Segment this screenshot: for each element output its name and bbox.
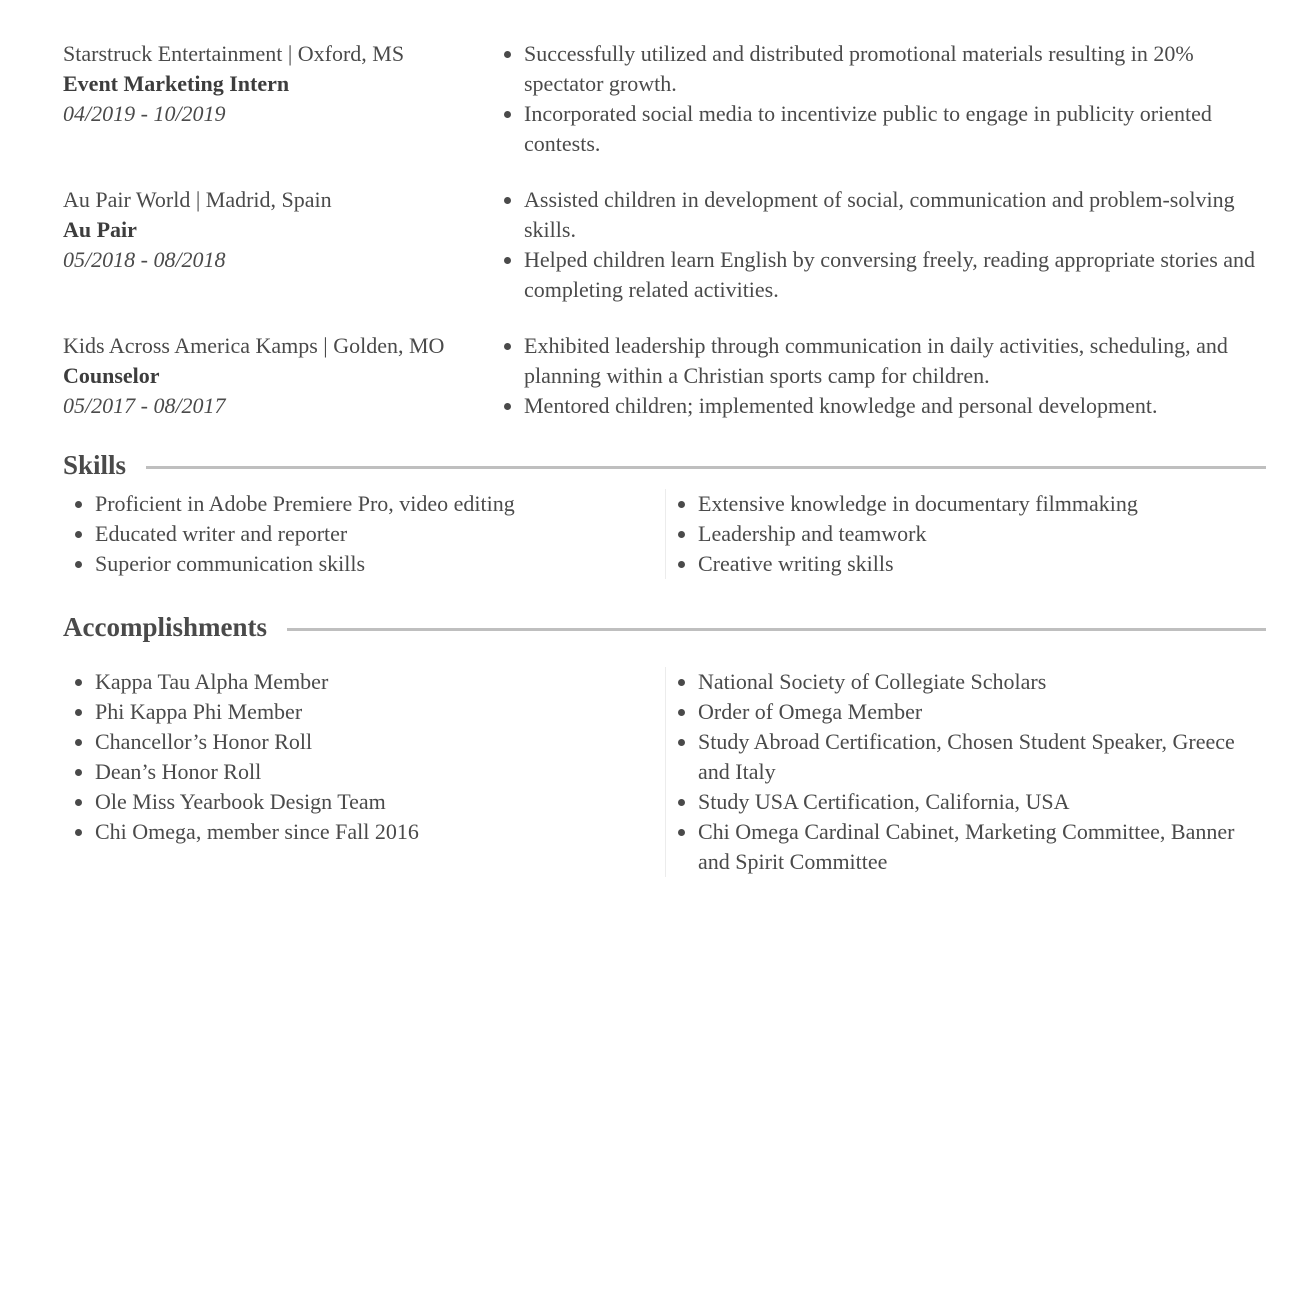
- job-dates: 04/2019 - 10/2019: [63, 101, 226, 126]
- job-dates: 05/2017 - 08/2017: [63, 393, 226, 418]
- section-divider: [287, 628, 1266, 631]
- accomplishment-item: Kappa Tau Alpha Member: [71, 667, 665, 697]
- job-title: Counselor: [63, 363, 160, 388]
- accomplishment-item: Ole Miss Yearbook Design Team: [71, 787, 665, 817]
- job-bullet: Assisted children in development of social, communication and problem-solving skills.: [500, 185, 1266, 245]
- skill-item: Extensive knowledge in documentary filmmaking: [674, 489, 1266, 519]
- job-title: Au Pair: [63, 217, 137, 242]
- job-company-line: Au Pair World | Madrid, Spain: [63, 187, 332, 212]
- job-bullet: Successfully utilized and distributed promotional materials resulting in 20% spectator growth.: [500, 39, 1266, 99]
- job-title: Event Marketing Intern: [63, 71, 290, 96]
- job-bullet: Helped children learn English by conversing freely, reading appropriate stories and completing related activities.: [500, 245, 1266, 305]
- job-bullet: Mentored children; implemented knowledge and personal development.: [500, 391, 1266, 421]
- accomplishment-item: Chi Omega Cardinal Cabinet, Marketing Committee, Banner and Spirit Committee: [674, 817, 1266, 877]
- skill-item: Superior communication skills: [71, 549, 665, 579]
- skills-header: [63, 447, 1266, 483]
- accomplishments-header: [63, 609, 1266, 645]
- experience-entry-kids-across-america: [63, 331, 1266, 421]
- job-bullet: Incorporated social media to incentivize public to engage in publicity oriented contests.: [500, 99, 1266, 159]
- section-title-skills: Skills: [63, 450, 127, 480]
- skill-item: Educated writer and reporter: [71, 519, 665, 549]
- accomplishments-section: [63, 609, 1266, 877]
- skill-item: Leadership and teamwork: [674, 519, 1266, 549]
- accomplishment-item: National Society of Collegiate Scholars: [674, 667, 1266, 697]
- section-title-accomplishments: Accomplishments: [63, 612, 267, 642]
- skills-section: [63, 447, 1266, 579]
- job-company-line: Starstruck Entertainment | Oxford, MS: [63, 41, 405, 66]
- accomplishment-item: Chi Omega, member since Fall 2016: [71, 817, 665, 847]
- job-dates: 05/2018 - 08/2018: [63, 247, 226, 272]
- experience-entry-starstruck: [63, 39, 1266, 159]
- accomplishment-item: Study Abroad Certification, Chosen Student Speaker, Greece and Italy: [674, 727, 1266, 787]
- skill-item: Proficient in Adobe Premiere Pro, video editing: [71, 489, 665, 519]
- experience-entry-au-pair: [63, 185, 1266, 305]
- accomplishment-item: Chancellor’s Honor Roll: [71, 727, 665, 757]
- skill-item: Creative writing skills: [674, 549, 1266, 579]
- accomplishment-item: Study USA Certification, California, USA: [674, 787, 1266, 817]
- job-company-line: Kids Across America Kamps | Golden, MO: [63, 333, 445, 358]
- resume-page: [63, 39, 1266, 877]
- accomplishment-item: Phi Kappa Phi Member: [71, 697, 665, 727]
- accomplishment-item: Dean’s Honor Roll: [71, 757, 665, 787]
- accomplishment-item: Order of Omega Member: [674, 697, 1266, 727]
- job-bullet: Exhibited leadership through communication in daily activities, scheduling, and planning within a Christian sports camp for children.: [500, 331, 1266, 391]
- section-divider: [146, 466, 1266, 469]
